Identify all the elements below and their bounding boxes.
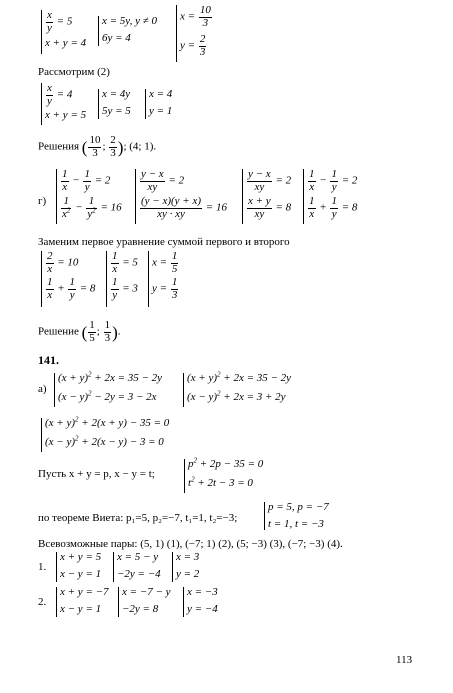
eq: $\frac{1}{x^2}$ − $\frac{1}{y^2}$ = 16: [62, 195, 122, 220]
system-c1a: [56, 552, 101, 582]
eq: y = −4: [187, 603, 218, 615]
eq: $\frac{(y - x)(y + x)}{xy \cdot xy}$ = 16: [141, 195, 227, 220]
eq: t = 1, t = −3: [268, 518, 324, 530]
sep: ;: [102, 140, 106, 153]
system-3a: [41, 251, 95, 307]
system-g4: [303, 169, 357, 224]
eq: $\frac{x}{y}$ = 5: [47, 9, 73, 34]
eq: $(x - y)^2 + 2(x - y) - 3 = 0$: [45, 434, 164, 448]
eq: y = 1: [149, 105, 173, 117]
case-2-label: 2.: [38, 596, 47, 608]
system-c1b: [113, 552, 161, 582]
replace-text: Заменим первое уравнение суммой первого и второго: [38, 236, 290, 248]
eq: x + y = −7: [60, 586, 109, 598]
eq: x + y = 5: [45, 109, 87, 122]
solutions-line: Решения ( $\frac{10}{3}$ ; $\frac{2}{3}$ ); (4; 1).: [38, 134, 157, 159]
eq: $\frac{1}{x}$ + $\frac{1}{y}$ = 8: [47, 276, 96, 301]
eq: $(x + y)^2 + 2(x + y) - 35 = 0$: [45, 415, 170, 429]
eq: $\frac{1}{x}$ − $\frac{1}{y}$ = 2: [62, 168, 111, 193]
system-c2c: [183, 587, 218, 617]
system-g2: [135, 169, 227, 224]
eq: $\frac{2}{x}$ = 10: [47, 250, 79, 275]
fraction-den: 5: [89, 331, 95, 344]
eq: $(x - y)^2 + 2x = 3 + 2y$: [187, 389, 286, 403]
pairs-text: Всевозможные пары: (5, 1) (1), (−7; 1) (2), (5; −3) (3), (−7; −3) (4).: [38, 538, 343, 550]
fraction-num: 2: [110, 134, 116, 146]
system-3b: [106, 251, 138, 307]
eq: x − y = 1: [60, 603, 102, 615]
eq: x = 3: [176, 551, 200, 563]
eq: −2y = −4: [117, 568, 161, 580]
eq: 6y = 4: [102, 32, 131, 44]
eq: x = −3: [187, 586, 218, 598]
consider-text: Рассмотрим (2): [38, 66, 110, 78]
system-c1c: [172, 552, 199, 582]
sep: ;: [96, 325, 100, 338]
system-vieta: [264, 502, 329, 530]
part-a-label: а): [38, 383, 47, 395]
eq: y = $\frac{2}{3}$: [180, 33, 206, 58]
eq: x − y = 1: [60, 568, 102, 580]
eq: $\frac{1}{x}$ + $\frac{1}{y}$ = 8: [309, 195, 358, 220]
fraction-num: 1: [104, 319, 111, 331]
eq: $\frac{1}{x}$ − $\frac{1}{y}$ = 2: [309, 168, 358, 193]
eq: x = −7 − y: [122, 586, 171, 598]
solutions-tail: ; (4; 1).: [123, 140, 157, 153]
system-g3: [242, 169, 291, 224]
fraction-den: 3: [110, 146, 116, 159]
eq: $p^2 + 2p - 35 = 0$: [188, 456, 264, 470]
fraction-num: 10: [89, 134, 101, 146]
system-2b: [98, 89, 131, 119]
solution-label: Решение: [38, 325, 79, 338]
system-let: [184, 456, 264, 493]
system-c2a: [56, 587, 109, 617]
system-1a: [41, 10, 86, 54]
system-1c: [176, 5, 213, 62]
eq: x = $\frac{1}{5}$: [152, 250, 178, 275]
system-1b: [98, 16, 157, 46]
fraction-num: 1: [89, 319, 95, 331]
system-a3: [41, 415, 170, 452]
solutions-label: Решения: [38, 140, 80, 153]
solution-tail: .: [117, 325, 121, 338]
system-g1: [56, 169, 122, 224]
eq: $(x + y)^2 + 2x = 35 - 2y$: [187, 370, 292, 384]
system-a1: [54, 370, 163, 407]
eq: p = 5, p = −7: [268, 501, 329, 513]
vieta-text: по теореме Виета: p₁=5, p₂=−7, t₁=1, t₂=−3;: [38, 512, 238, 524]
eq: $\frac{y - x}{xy}$ = 2: [248, 168, 292, 193]
fraction-den: 3: [92, 146, 98, 159]
eq: 5y = 5: [102, 105, 131, 117]
eq: $\frac{1}{x}$ = 5: [112, 250, 138, 275]
eq: $\frac{x + y}{xy}$ = 8: [248, 195, 292, 220]
fraction-den: 3: [104, 331, 111, 344]
eq: $(x - y)^2 - 2y = 3 - 2x$: [58, 389, 157, 403]
eq: x + y = 4: [45, 37, 87, 50]
eq: $\frac{1}{y}$ = 3: [112, 276, 138, 301]
page-number: 113: [396, 654, 413, 666]
system-2c: [145, 89, 172, 119]
let-text: Пусть x + y = p, x − y = t;: [38, 468, 155, 480]
system-2a: [41, 83, 86, 125]
system-a2: [183, 370, 292, 407]
eq: y = 2: [176, 568, 200, 580]
eq: x = 5y, y ≠ 0: [102, 15, 157, 27]
eq: x + y = 5: [60, 551, 102, 563]
eq: $\frac{y - x}{xy}$ = 2: [141, 168, 185, 193]
eq: x = 4: [149, 88, 173, 100]
part-g-label: г): [38, 195, 47, 207]
eq: $t^2 + 2t - 3 = 0$: [188, 475, 253, 489]
problem-number: 141.: [38, 353, 59, 367]
system-3c: [148, 251, 179, 307]
eq: x = $\frac{10}{3}$: [180, 4, 211, 29]
eq: −2y = 8: [122, 603, 159, 615]
eq: $\frac{x}{y}$ = 4: [47, 82, 73, 107]
case-1-label: 1.: [38, 561, 47, 573]
eq: x = 4y: [102, 88, 131, 100]
eq: x = 5 − y: [117, 551, 159, 563]
system-c2b: [118, 587, 171, 617]
solution-line: Решение ( $\frac{1}{5}$ ; $\frac{1}{3}$ ).: [38, 319, 121, 344]
eq: y = $\frac{1}{3}$: [152, 276, 178, 301]
eq: $(x + y)^2 + 2x = 35 - 2y$: [58, 370, 163, 384]
